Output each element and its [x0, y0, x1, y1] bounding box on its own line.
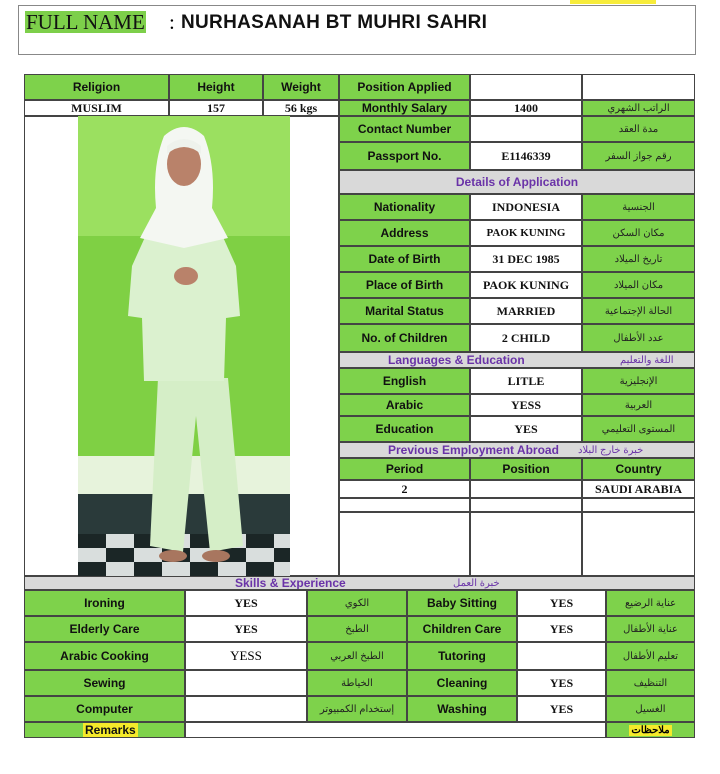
passport-no-arabic: رقم جواز السفر: [582, 142, 695, 170]
religion-value: MUSLIM: [24, 100, 169, 116]
remarks-label-cell: [24, 722, 185, 738]
education-arabic: المستوى التعليمي: [582, 416, 695, 442]
employment-position-value: [470, 480, 582, 498]
skill-tutoring-label: Tutoring: [407, 642, 517, 670]
skill-baby-sitting-arabic: عناية الرضيع: [606, 590, 695, 616]
full-name-value: NURHASANAH BT MUHRI SAHRI: [181, 12, 488, 33]
languages-section-title-arabic: اللغة والتعليم: [620, 354, 674, 366]
date-of-birth-arabic: تاريخ الميلاد: [582, 246, 695, 272]
address-label: Address: [339, 220, 470, 246]
position-applied-value: [470, 74, 582, 100]
employment-period-value: 2: [339, 480, 470, 498]
employment-empty-cell: [470, 512, 582, 576]
education-value: YES: [470, 416, 582, 442]
marital-status-value: MARRIED: [470, 298, 582, 324]
employment-empty-cell: [582, 512, 695, 576]
details-section-title: Details of Application: [339, 170, 695, 194]
period-column-header: Period: [339, 458, 470, 480]
skill-ironing-label: Ironing: [24, 590, 185, 616]
skill-baby-sitting-value: YES: [517, 590, 606, 616]
skills-section-title-arabic: خبرة العمل: [453, 577, 500, 589]
skill-arabic-cooking-arabic: الطبخ العربي: [307, 642, 407, 670]
skill-sewing-value: [185, 670, 307, 696]
skill-cleaning-value: YES: [517, 670, 606, 696]
place-of-birth-label: Place of Birth: [339, 272, 470, 298]
weight-value: 56 kgs: [263, 100, 339, 116]
contact-number-label: Contact Number: [339, 116, 470, 142]
education-label: Education: [339, 416, 470, 442]
children-count-label: No. of Children: [339, 324, 470, 352]
languages-section-title: Languages & Education: [388, 353, 525, 367]
skill-children-care-arabic: عناية الأطفال: [606, 616, 695, 642]
skill-ironing-arabic: الكوي: [307, 590, 407, 616]
skill-tutoring-value: [517, 642, 606, 670]
remarks-label: Remarks: [85, 723, 136, 737]
employment-section-title-arabic: خبرة خارج البلاد: [578, 444, 644, 456]
full-name-colon: :: [169, 10, 175, 34]
skill-baby-sitting-label: Baby Sitting: [407, 590, 517, 616]
contact-number-value: [470, 116, 582, 142]
skill-washing-value: YES: [517, 696, 606, 722]
skills-section-header: [24, 576, 695, 590]
height-value: 157: [169, 100, 263, 116]
skill-ironing-value: YES: [185, 590, 307, 616]
place-of-birth-value: PAOK KUNING: [470, 272, 582, 298]
skill-computer-label: Computer: [24, 696, 185, 722]
children-count-arabic: عدد الأطفال: [582, 324, 695, 352]
english-arabic: الإنجليزية: [582, 368, 695, 394]
arabic-language-arabic: العربية: [582, 394, 695, 416]
skill-computer-arabic: إستخدام الكمبيوتر: [307, 696, 407, 722]
skill-cleaning-arabic: التنظيف: [606, 670, 695, 696]
skill-sewing-arabic: الخياطة: [307, 670, 407, 696]
position-column-header: Position: [470, 458, 582, 480]
marital-status-label: Marital Status: [339, 298, 470, 324]
date-of-birth-value: 31 DEC 1985: [470, 246, 582, 272]
skill-children-care-label: Children Care: [407, 616, 517, 642]
employment-empty-cell: [339, 512, 470, 576]
skill-elderly-care-label: Elderly Care: [24, 616, 185, 642]
employment-empty-cell: [470, 498, 582, 512]
remarks-arabic-cell: [606, 722, 695, 738]
passport-no-label: Passport No.: [339, 142, 470, 170]
skill-children-care-value: YES: [517, 616, 606, 642]
employment-empty-cell: [582, 498, 695, 512]
employment-section-title: Previous Employment Abroad: [388, 443, 559, 457]
skill-washing-arabic: الغسيل: [606, 696, 695, 722]
remarks-label-arabic: ملاحظات: [631, 724, 670, 736]
height-label: Height: [169, 74, 263, 100]
contact-number-arabic: مدة العقد: [582, 116, 695, 142]
employment-section-header: [339, 442, 695, 458]
monthly-salary-label: Monthly Salary: [339, 100, 470, 116]
address-value: PAOK KUNING: [470, 220, 582, 246]
skill-elderly-care-arabic: الطبخ: [307, 616, 407, 642]
monthly-salary-arabic: الراتب الشهري: [582, 100, 695, 116]
english-label: English: [339, 368, 470, 394]
skill-sewing-label: Sewing: [24, 670, 185, 696]
full-name-label: FULL NAME: [26, 10, 145, 34]
address-arabic: مكان السكن: [582, 220, 695, 246]
place-of-birth-arabic: مكان الميلاد: [582, 272, 695, 298]
english-value: LITLE: [470, 368, 582, 394]
applicant-photo-illustration: [78, 116, 290, 576]
nationality-value: INDONESIA: [470, 194, 582, 220]
position-applied-arabic: [582, 74, 695, 100]
religion-label: Religion: [24, 74, 169, 100]
nationality-label: Nationality: [339, 194, 470, 220]
nationality-arabic: الجنسية: [582, 194, 695, 220]
skill-cleaning-label: Cleaning: [407, 670, 517, 696]
employment-country-value: SAUDI ARABIA: [582, 480, 695, 498]
applicant-photo: [78, 116, 290, 576]
date-of-birth-label: Date of Birth: [339, 246, 470, 272]
skill-computer-value: [185, 696, 307, 722]
remarks-value: [185, 722, 606, 738]
country-column-header: Country: [582, 458, 695, 480]
skill-elderly-care-value: YES: [185, 616, 307, 642]
employment-empty-cell: [339, 498, 470, 512]
position-applied-label: Position Applied: [339, 74, 470, 100]
children-count-value: 2 CHILD: [470, 324, 582, 352]
monthly-salary-value: 1400: [470, 100, 582, 116]
skill-arabic-cooking-value: YESS: [185, 642, 307, 670]
languages-section-header: [339, 352, 695, 368]
full-name-box: [18, 5, 696, 55]
skills-section-title: Skills & Experience: [235, 576, 346, 590]
skill-washing-label: Washing: [407, 696, 517, 722]
skill-tutoring-arabic: تعليم الأطفال: [606, 642, 695, 670]
passport-no-value: E1146339: [470, 142, 582, 170]
weight-label: Weight: [263, 74, 339, 100]
skill-arabic-cooking-label: Arabic Cooking: [24, 642, 185, 670]
arabic-language-value: YESS: [470, 394, 582, 416]
arabic-language-label: Arabic: [339, 394, 470, 416]
marital-status-arabic: الحالة الإجتماعية: [582, 298, 695, 324]
top-highlight-strip: [570, 0, 656, 4]
